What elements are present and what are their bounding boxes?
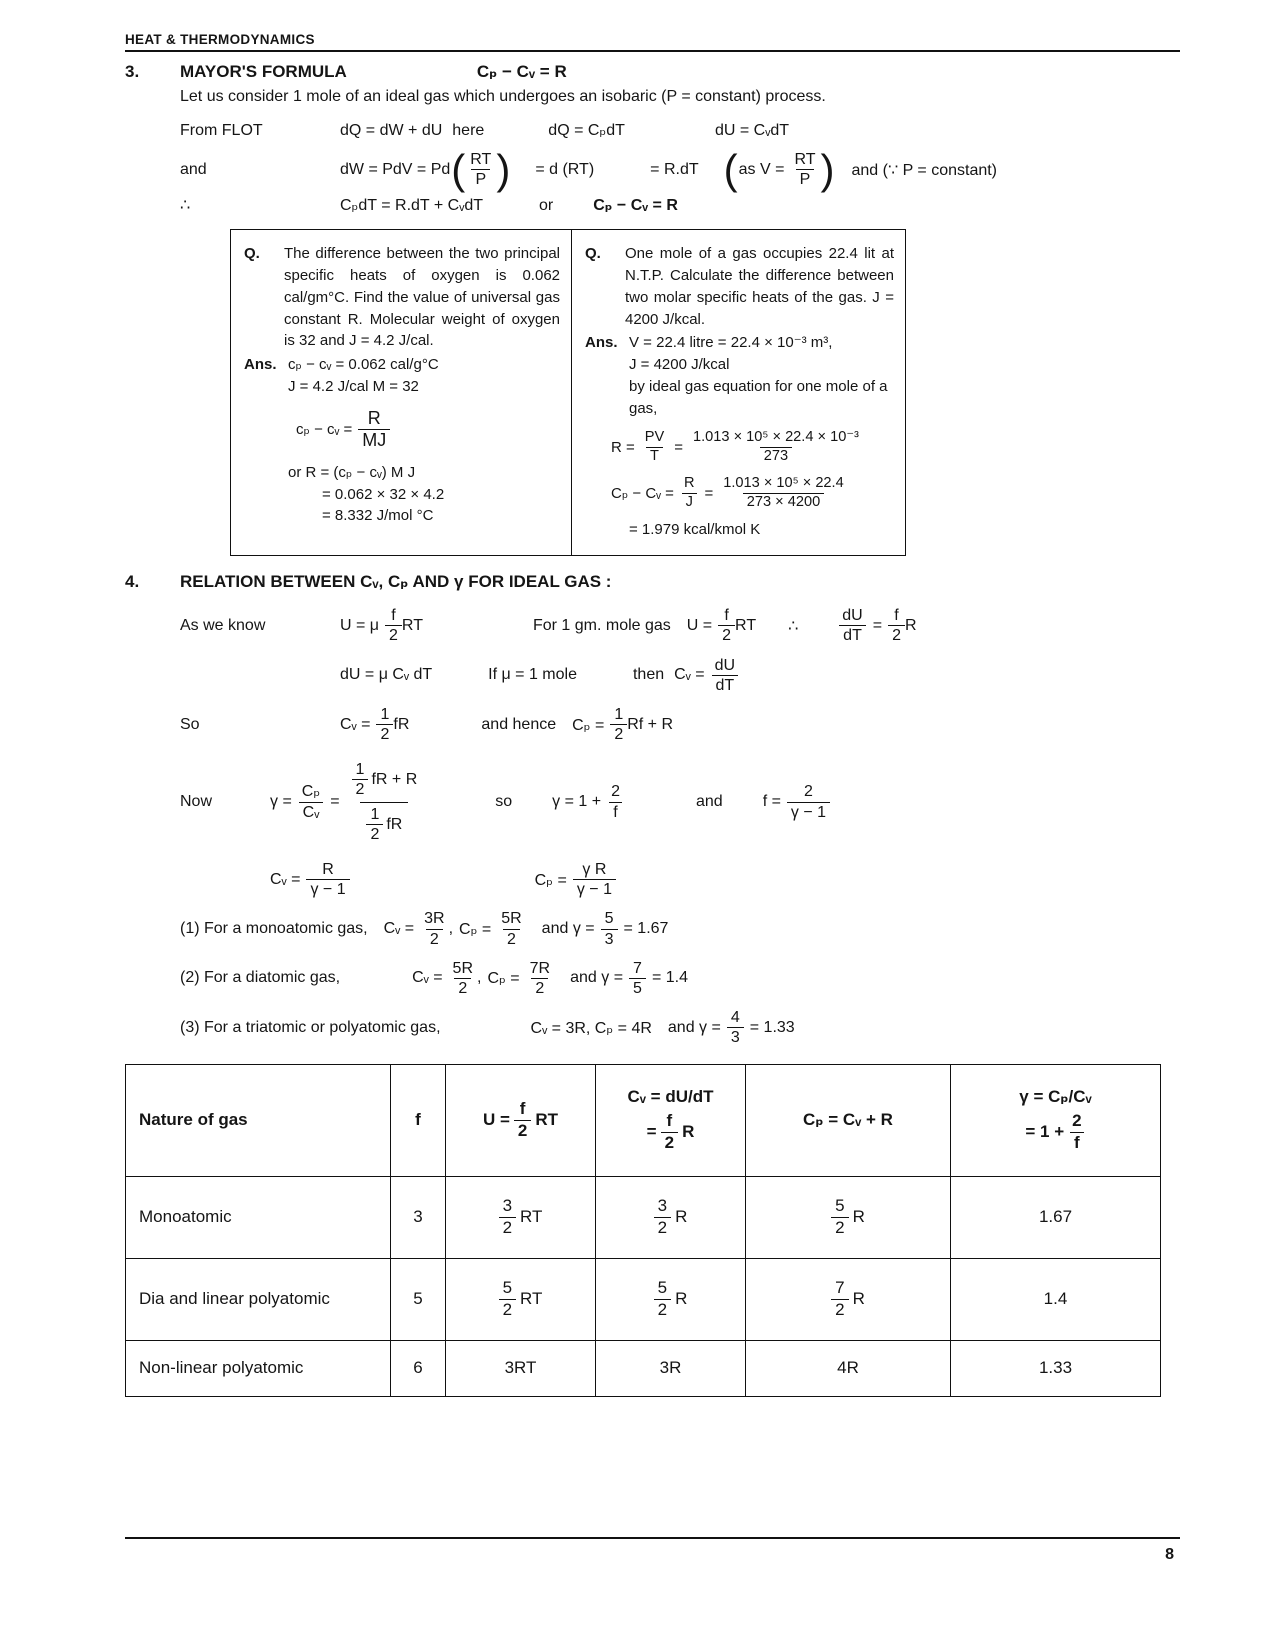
solved-example-boxes [230,229,1180,556]
therefore-eq: CₚdT = R.dT + CᵥdT [340,197,484,215]
fraction-4-over-3 [727,1008,744,1047]
numerator: 1 [355,761,365,779]
numerator: RT [470,151,492,168]
fraction-numeric [689,429,863,465]
fraction-5-over-3 [601,909,618,948]
table-row-diatomic [126,1258,1161,1340]
denominator: 3 [727,1027,744,1047]
header-cv [596,1064,746,1176]
answer-step: = 0.062 × 32 × 4.2 [322,485,445,503]
question-label: Q. [244,245,260,263]
denominator: 2 [514,1120,531,1141]
fraction-5-over-2 [654,1278,671,1320]
answer-label: Ans. [585,334,618,352]
work-equation-line [125,145,1180,193]
denominator: γ − 1 [787,802,830,822]
right-paren: ) [820,145,835,193]
denominator: P [471,169,490,189]
gamma-value: 1.33 [951,1340,1161,1396]
eq-lhs: γ = [270,793,292,811]
header-f: f [391,1064,446,1176]
fraction-f-over-2 [718,606,735,645]
numerator: R [367,407,381,428]
eq-tail: R [675,1289,688,1308]
now-label: Now [180,793,213,811]
fraction-3-over-2 [654,1196,671,1238]
fraction-r-over-mj [358,408,390,452]
denominator: T [646,447,663,466]
eq-lhs: Cᵥ = [412,969,443,987]
flot-eq1: dQ = dW + dU [340,122,443,139]
numerator: f [666,1111,673,1131]
denominator: 2 [888,625,905,645]
flot-line [125,120,1180,140]
eq-lhs: Cᵥ = [340,715,371,733]
fraction-7r-over-2 [526,959,554,998]
cv-cp-values: Cᵥ = 3R, Cₚ = 4R [530,1019,652,1037]
numerator: 7R [529,959,551,977]
eq-tail: RT [520,1289,543,1308]
eq-lhs: f = [762,793,781,811]
or-label: or [539,197,554,215]
comma: , [448,920,454,938]
r-equation [611,429,894,465]
numerator: 2 [804,783,813,801]
numerator [346,758,424,801]
gamma-equation [270,758,423,846]
fraction-1-over-2 [610,705,627,744]
therefore-line [125,195,1180,215]
table-row-nonlinear-polyatomic [126,1340,1161,1396]
denominator: 2 [503,929,520,949]
eq-tail: RT [401,616,423,634]
numerator: f [391,607,396,625]
cv-equation [340,705,409,744]
section-title: RELATION BETWEEN Cᵥ, Cₚ AND γ FOR IDEAL GAS : [180,572,612,592]
fraction-rt-over-p [466,150,495,189]
dof-value: 5 [391,1258,446,1340]
diatomic-case-line [125,959,1180,998]
eq-lhs: Cₚ = [487,970,520,988]
fraction-5-over-2 [831,1196,848,1238]
numerator: dU [714,656,736,674]
therefore-icon: ∴ [788,617,799,635]
flot-label: From FLOT [180,122,263,139]
left-paren: ( [723,145,738,193]
fraction-r-over-j [680,475,699,511]
denominator: 2 [499,1299,516,1320]
fraction-du-over-dt [838,606,866,645]
eq-tail: RT [535,1110,559,1129]
cp-value [459,909,526,948]
denominator: 2 [366,824,383,844]
header-cp: Cₚ = Cᵥ + R [746,1064,951,1176]
numerator-tail: fR + R [371,771,418,789]
cv-du-dt-equation [674,656,739,695]
answer-2 [585,332,894,354]
denominator: 2 [426,929,443,949]
running-header: HEAT & THERMODYNAMICS [125,32,315,47]
eq-lhs: Cᵥ = [270,870,301,888]
eq-lhs: cₚ − cᵥ = [296,420,353,438]
numerator: 7 [633,959,642,977]
question-2 [585,243,894,330]
numerator: 1.013 × 10⁵ × 22.4 × 10⁻³ [693,429,859,446]
cp-cv-equation [611,475,894,511]
eq-tail: R [682,1122,695,1141]
dw-rdt: = R.dT [650,160,699,178]
answer-line: J = 4200 J/kcal [629,356,730,374]
mole-label: For 1 gm. mole gas [532,616,671,634]
denominator: 2 [831,1217,848,1238]
fraction-gamma-r-over-gamma-1 [573,860,616,899]
fraction-5-over-2 [499,1278,516,1320]
eq-tail: R [852,1207,865,1226]
eq-tail: RT [520,1207,543,1226]
denominator: 5 [629,978,646,998]
cv-value [596,1258,746,1340]
dw-mid: = d (RT) [535,160,595,178]
denominator: 2 [831,1299,848,1320]
numerator: f [894,607,899,625]
denominator: J [682,493,697,512]
section-3-title-row [125,62,1180,82]
u-value [446,1258,596,1340]
therefore-icon: ∴ [180,197,191,215]
du-dt-equation [838,606,916,645]
and-gamma-label: and γ = [541,920,595,938]
denominator: 2 [454,978,471,998]
numerator: 5 [835,1196,845,1216]
denominator: f [609,802,621,822]
numerator: dU [842,607,863,625]
question-1 [244,243,560,352]
answer-1 [244,354,560,376]
fraction-r-over-gamma-1 [306,860,349,899]
denominator: γ − 1 [306,879,349,899]
gamma-result: = 1.4 [651,969,688,987]
example-box-1 [230,229,572,556]
fraction-7-over-5 [629,959,646,998]
gas-properties-table [125,1064,1161,1397]
section-title: MAYOR'S FORMULA [180,62,347,81]
cp-value: 4R [746,1340,951,1396]
fraction-rt-over-p [790,150,819,189]
answer-line: cₚ − cᵥ = 0.062 cal/g°C [288,356,439,374]
header-gamma [951,1064,1161,1176]
numerator: 2 [1072,1111,1082,1131]
flot-eq3: dU = CᵥdT [714,122,790,139]
case-label: (1) For a monoatomic gas, [180,920,368,938]
gamma-result: = 1.67 [623,920,669,938]
eq-tail: R [904,616,917,634]
fraction-f-over-2 [514,1099,531,1141]
and-gamma-label: and γ = [667,1018,721,1036]
denominator: 273 [760,447,792,466]
so-label: So [180,715,200,733]
numerator: 3 [502,1196,513,1216]
numerator: 1 [380,705,390,723]
header-rule [125,50,1180,52]
eq-lhs: U = μ [340,616,380,634]
cp-value [746,1258,951,1340]
equals-sign: = [674,438,683,456]
numerator: 4 [730,1009,740,1027]
equals-sign: = [704,484,714,502]
know-label: As we know [180,616,266,634]
denominator: 2 [376,724,393,744]
dof-value: 6 [391,1340,446,1396]
numerator: f [724,607,729,625]
answer-step: or R = (cₚ − cᵥ) M J [288,463,416,481]
denominator-tail: fR [386,815,403,833]
denominator: 2 [352,779,369,799]
equals-sign: = [330,793,340,811]
eq-lhs: R = [611,438,635,456]
denominator: 3 [601,929,618,949]
fraction-1-over-2 [366,805,383,844]
denominator: dT [839,625,866,645]
example-box-2 [572,229,906,556]
cp-value [746,1176,951,1258]
dw-lhs: dW = PdV = Pd [340,160,451,178]
answer-line: by ideal gas equation for one mole of a gas, [629,377,888,417]
cv-definition: Cᵥ = dU/dT [627,1087,714,1107]
eq-lhs: U = [482,1110,510,1129]
cv-cp-closed-forms [125,860,1180,899]
cp-value [487,959,554,998]
eq-tail: R [852,1289,865,1308]
numerator: 5 [604,910,614,928]
numerator: R [322,861,334,878]
gas-name: Monoatomic [126,1176,391,1258]
numerator: R [683,475,695,492]
section-4-title-row [125,572,1180,592]
answer-equation [244,408,560,452]
case-label: (3) For a triatomic or polyatomic gas, [180,1018,441,1036]
u-equation [687,606,756,645]
numerator: RT [794,151,816,168]
f-equation [763,782,830,821]
denominator: 2 [385,625,402,645]
intro-line [125,88,1180,106]
footer-rule [125,1537,1180,1564]
and-label: and [695,793,723,811]
fraction-5r-over-2 [497,909,525,948]
gamma-value: 1.67 [951,1176,1161,1258]
equals-sign: = [646,1122,657,1141]
eq-tail: R [675,1207,688,1226]
eq-lhs: Cᵥ = [674,666,705,684]
eq-tail: Rf + R [627,715,674,733]
and-tail: and (∵ P = constant) [851,161,998,179]
cv-value [412,959,481,998]
comma: , [477,969,482,987]
gamma-definition: γ = Cₚ/Cᵥ [1019,1087,1092,1107]
hence-label: and hence [481,715,557,733]
fraction-3-over-2 [499,1196,516,1238]
and-label: and [180,160,207,178]
dof-value: 3 [391,1176,446,1258]
fraction-du-over-dt [711,656,739,695]
denominator: 2 [718,625,735,645]
fraction-2-over-gamma-1 [787,782,830,821]
numerator: Cₚ [301,783,321,801]
eq-lhs: Cₚ = [459,921,492,939]
fraction-1-over-2 [376,705,393,744]
numerator: 7 [835,1278,845,1298]
answer-line: J = 4.2 J/cal M = 32 [288,377,419,395]
numerator: 5R [452,959,473,977]
denominator: 2 [499,1217,516,1238]
flot-eq2: dQ = CₚdT [548,122,625,139]
fraction-nested [346,758,424,846]
fraction-cp-over-cv [298,782,324,821]
table-header-row [126,1064,1161,1176]
if-mu-label: If μ = 1 mole [488,666,577,684]
fraction-5r-over-2 [449,959,477,998]
gas-name: Dia and linear polyatomic [126,1258,391,1340]
header-nature-of-gas: Nature of gas [126,1064,391,1176]
answer-result: = 1.979 kcal/kmol K [629,521,761,539]
numerator: 5 [502,1278,513,1298]
denominator: 2 [531,978,548,998]
gamma-result: = 1.33 [749,1018,795,1036]
table-row-monoatomic [126,1176,1161,1258]
u-mu-equation [340,606,423,645]
eq-tail: fR [393,715,410,733]
numerator: 5R [501,910,522,928]
eq-lhs: U = [686,616,713,634]
and-gamma-label: and γ = [570,969,624,987]
eq-lhs: Cₚ = [572,716,605,734]
know-line [125,606,1180,645]
eq-lhs: Cᵥ = [383,920,415,938]
numerator: 1 [370,805,380,823]
question-text: The difference between the two principal specific heats of oxygen is 0.062 cal/gm°C. Find the value of universal gas constant R. Molecular weight of oxygen is 32 and J = 4.2 J/cal. [284,245,560,350]
denominator [360,802,408,846]
denominator: f [1070,1132,1084,1153]
numerator: 3 [657,1196,668,1216]
gamma-derivation-line [125,758,1180,846]
fraction-1-over-2 [352,760,369,799]
denominator: 2 [654,1299,671,1320]
denominator: dT [712,675,739,695]
cp-gamma-equation [535,860,616,899]
fraction-3r-over-2 [420,909,448,948]
denominator: Cᵥ [299,802,324,822]
denominator: γ − 1 [573,879,616,899]
numerator: 3R [424,910,445,928]
numerator: 1.013 × 10⁵ × 22.4 [723,475,844,492]
equals-sign: = [872,616,883,634]
eq-lhs: Cₚ − Cᵥ = [611,484,674,502]
numerator: 5 [657,1278,668,1298]
cv-value: 3R [596,1340,746,1396]
fraction-pv-over-t [641,429,668,465]
answer-label: Ans. [244,356,277,374]
cv-value [596,1176,746,1258]
numerator: f [519,1099,526,1119]
so-line [125,705,1180,744]
section-number: 4. [125,572,140,592]
case-label: (2) For a diatomic gas, [180,969,341,987]
cv-value [384,909,453,948]
polyatomic-case-line [125,1008,1180,1047]
mayors-result-eq: Cₚ − Cᵥ = R [593,197,678,215]
gamma-value: 1.4 [951,1258,1161,1340]
header-internal-energy [446,1064,596,1176]
section-number: 3. [125,62,140,81]
page-number: 8 [1165,1546,1174,1563]
cv-gamma-equation [270,860,350,899]
then-label: then [632,666,665,684]
section-title-equation: Cₚ − Cᵥ = R [476,62,567,81]
question-label: Q. [585,245,601,263]
denominator: 2 [654,1217,671,1238]
cp-equation [572,705,673,744]
left-paren: ( [451,145,466,193]
du-mu-eq: dU = μ Cᵥ dT [340,666,433,684]
eq-lhs: γ = 1 + [552,793,602,811]
so-label: so [495,793,513,811]
numerator: 2 [611,783,620,801]
numerator: 1 [614,705,624,723]
monoatomic-case-line [125,909,1180,948]
denominator: 2 [610,724,627,744]
u-value: 3RT [446,1340,596,1396]
eq-tail: RT [735,616,757,634]
numerator: PV [644,429,665,446]
fraction-numeric [719,475,847,511]
fraction-2-over-f [607,782,624,821]
right-paren: ) [496,145,511,193]
denominator: MJ [358,429,390,452]
answer-line: V = 22.4 litre = 22.4 × 10⁻³ m³, [629,334,833,352]
equals-sign: = 1 + [1025,1122,1065,1141]
u-value [446,1176,596,1258]
fraction-f-over-2 [661,1111,678,1153]
gas-name: Non-linear polyatomic [126,1340,391,1396]
fraction-2-over-f [1068,1111,1085,1153]
fraction-f-over-2 [385,606,402,645]
denominator: 2 [661,1132,678,1153]
numerator: γ R [582,861,607,878]
as-v-label: as V = [738,160,785,178]
flot-here: here [452,122,485,139]
gamma-f-equation [552,782,624,821]
mu-line [125,656,1180,695]
eq-lhs: Cₚ = [534,871,567,889]
answer-step: = 8.332 J/mol °C [322,507,434,525]
denominator: P [796,169,815,189]
denominator: 273 × 4200 [743,493,824,512]
intro-text: Let us consider 1 mole of an ideal gas which undergoes an isobaric (P = constant) process. [180,88,826,105]
fraction-f-over-2 [888,606,905,645]
question-text: One mole of a gas occupies 22.4 lit at N.T.P. Calculate the difference between two molar specific heats of the gas. J = 4200 J/kcal. [625,245,894,328]
fraction-7-over-2 [831,1278,848,1320]
